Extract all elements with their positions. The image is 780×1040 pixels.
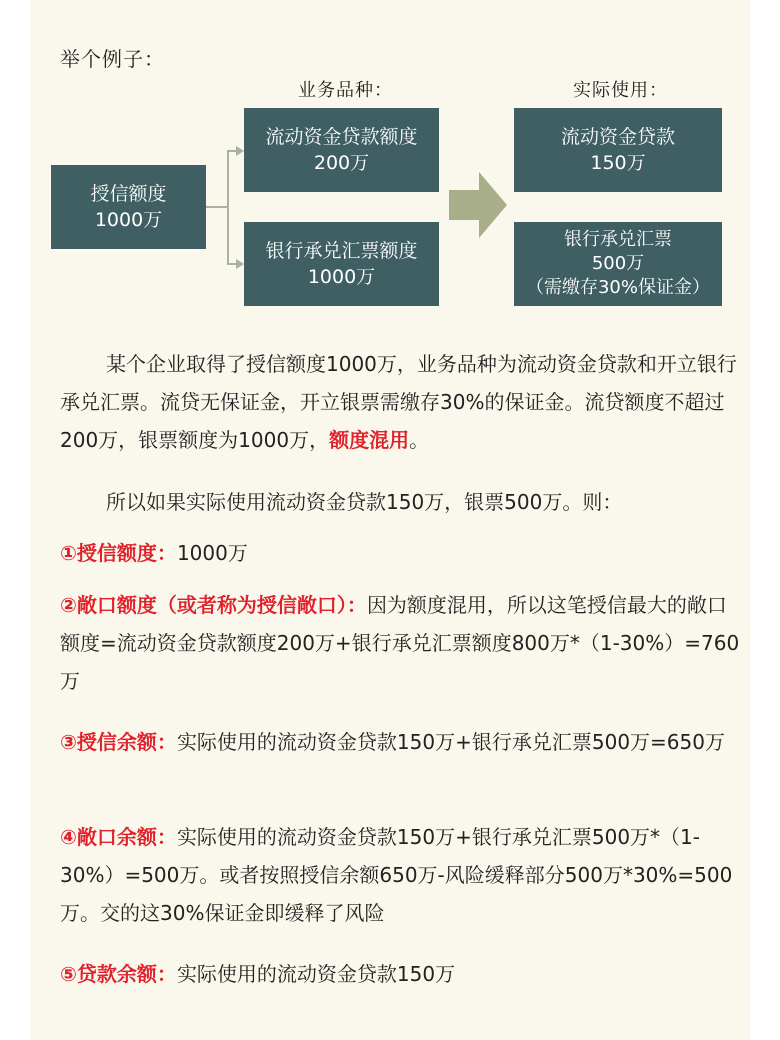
credit-line-box [51,165,206,249]
loan-used-box [514,108,722,192]
connector-top-arrow-icon [236,146,244,156]
loan-used-title: 流动资金贷款 [560,126,675,148]
bill-used-amount: 500万 [591,253,645,274]
item-5-text: 实际使用的流动资金贷款150万 [176,962,456,986]
item-5-label: ⑤贷款余额： [60,962,177,986]
paragraph-2: 所以如果实际使用流动资金贷款150万，银票500万。则： [106,490,623,514]
loan-quota-amount: 200万 [313,152,370,174]
connector-stem [206,206,228,208]
item-1 [60,534,740,572]
products-label: 业务品种： [298,80,393,101]
bill-quota-box [244,222,439,306]
item-2-label: ②敞口额度（或者称为授信敞口）： [60,593,367,617]
connector-bottom-arrow-icon [236,259,244,269]
bill-used-title: 银行承兑汇票 [564,229,672,250]
item-1-label: ①授信额度： [60,541,177,565]
paragraph-1 [60,345,740,459]
item-4-label: ④敞口余额： [60,825,177,849]
item-1-text: 1000万 [176,541,248,565]
paragraph-1-end: 。 [409,428,430,452]
bill-quota-title: 银行承兑汇票额度 [265,240,418,262]
actual-usage-label: 实际使用： [573,80,668,101]
loan-quota-title: 流动资金贷款额度 [265,126,418,148]
credit-line-title: 授信额度 [90,183,167,205]
item-4-text: 实际使用的流动资金贷款150万+银行承兑汇票500万*（1-30%）=500万。或者按照授信余额650万-风险缓释部分500万*30%=500万。交的这30%保证金即缓释了风险 [60,825,733,925]
loan-used-amount: 150万 [590,152,646,174]
item-3-text: 实际使用的流动资金贷款150万+银行承兑汇票500万=650万 [176,730,725,754]
item-4 [60,818,740,932]
big-right-arrow-icon [449,172,507,238]
intro-text: 举个例子： [60,47,165,71]
bill-quota-amount: 1000万 [307,266,376,288]
item-2 [60,586,740,700]
connector-vertical [227,150,229,264]
item-3-label: ③授信余额： [60,730,177,754]
item-5 [60,955,740,993]
paragraph-1-text: 某个企业取得了授信额度1000万，业务品种为流动资金贷款和开立银行承兑汇票。流贷无保证金，开立银票需缴存30%的保证金。流贷额度不超过200万，银票额度为1000万， [60,352,737,452]
item-3 [60,723,740,761]
bill-used-note: （需缴存30%保证金） [525,277,710,298]
paragraph-1-emphasis: 额度混用 [329,428,410,452]
credit-line-amount: 1000万 [94,209,163,231]
loan-quota-box [244,108,439,192]
bill-used-box [514,222,722,306]
item-2-text: 因为额度混用，所以这笔授信最大的敞口额度=流动资金贷款额度200万+银行承兑汇票额度800万*（1-30%）=760万 [60,593,740,693]
